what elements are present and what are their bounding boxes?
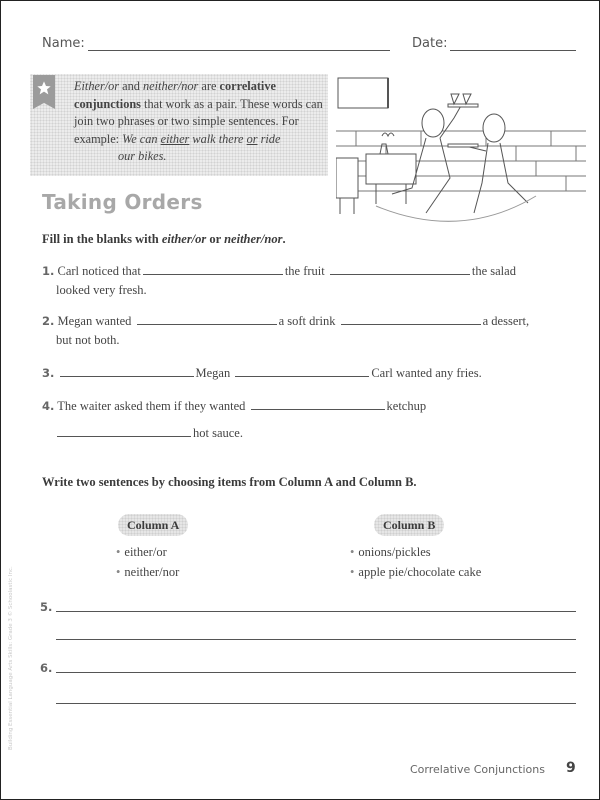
section-title: Taking Orders	[42, 190, 203, 214]
question-number: 2.	[42, 314, 55, 328]
column-b-item: • apple pie/chocolate cake	[350, 565, 481, 580]
question-text: ketchup	[386, 399, 427, 413]
sentence-5-number: 5.	[40, 600, 53, 614]
sentence-5-line-1[interactable]	[56, 611, 576, 612]
question-text: Megan	[195, 366, 231, 380]
date-label: Date:	[412, 36, 448, 51]
blank-1a[interactable]	[143, 264, 283, 275]
blank-1b[interactable]	[330, 264, 470, 275]
question-4	[42, 399, 426, 414]
column-b-item: • onions/pickles	[350, 545, 431, 560]
blank-2a[interactable]	[137, 314, 277, 325]
page-number: 9	[566, 760, 576, 776]
name-field[interactable]	[88, 50, 390, 51]
question-text: a dessert,	[482, 314, 530, 328]
column-a-item: • either/or	[116, 545, 167, 560]
question-number: 4.	[42, 399, 55, 413]
question-text: a soft drink	[278, 314, 336, 328]
sentence-5-line-2[interactable]	[56, 639, 576, 640]
term-either-or: Either/or	[74, 79, 120, 93]
question-text: hot sauce.	[193, 426, 243, 440]
instruction-fill-blanks: Fill in the blanks with either/or or neither/nor.	[42, 232, 286, 246]
info-text	[74, 78, 326, 166]
date-field[interactable]	[450, 50, 576, 51]
blank-2b[interactable]	[341, 314, 481, 325]
question-1-continued: looked very fresh.	[56, 283, 147, 297]
blank-3a[interactable]	[60, 366, 194, 377]
blank-4a[interactable]	[251, 399, 385, 410]
question-text: the fruit	[284, 264, 325, 278]
column-a-item: • neither/nor	[116, 565, 179, 580]
text: that work as a pair. These words can join two phrases or two simple sentences. For example:	[74, 96, 323, 146]
example-underlined: or	[246, 131, 258, 146]
waiters-illustration	[336, 66, 586, 226]
instruction-write-sentences: Write two sentences by choosing items from Column A and Column B.	[42, 475, 417, 489]
example-text: our bikes.	[118, 149, 167, 164]
name-label: Name:	[42, 36, 85, 51]
term-correlative-conjunctions: correlative conjunctions	[74, 79, 276, 111]
question-4-continued	[55, 426, 243, 441]
sentence-6-line-1[interactable]	[56, 672, 576, 673]
text: and	[119, 79, 143, 93]
blank-4b[interactable]	[57, 426, 191, 437]
example-text: We can	[122, 131, 161, 146]
question-2-continued: but not both.	[56, 333, 120, 347]
example-underlined: either	[160, 131, 190, 146]
question-text: The waiter asked them if they wanted	[57, 399, 246, 413]
column-a-header: Column A	[118, 514, 188, 536]
question-1	[42, 264, 516, 279]
question-text: Megan wanted	[57, 314, 132, 328]
blank-3b[interactable]	[235, 366, 369, 377]
question-text: Carl wanted any fries.	[371, 366, 482, 380]
sentence-6-line-2[interactable]	[56, 703, 576, 704]
question-3	[42, 366, 482, 381]
example-text: ride	[257, 131, 281, 146]
question-text: the salad	[471, 264, 516, 278]
question-2	[42, 314, 529, 329]
copyright-credit: Building Essential Language Arts Skills: Grade 3 © Schoolastic Inc.	[8, 566, 14, 750]
term-neither-nor: neither/nor	[143, 79, 199, 93]
question-text: Carl noticed that	[57, 264, 141, 278]
question-number: 3.	[42, 366, 55, 380]
text: are	[198, 79, 220, 93]
example-text: walk there	[189, 131, 247, 146]
question-number: 1.	[42, 264, 55, 278]
sentence-6-number: 6.	[40, 661, 53, 675]
column-b-header: Column B	[374, 514, 444, 536]
footer-section-name: Correlative Conjunctions	[410, 763, 545, 776]
